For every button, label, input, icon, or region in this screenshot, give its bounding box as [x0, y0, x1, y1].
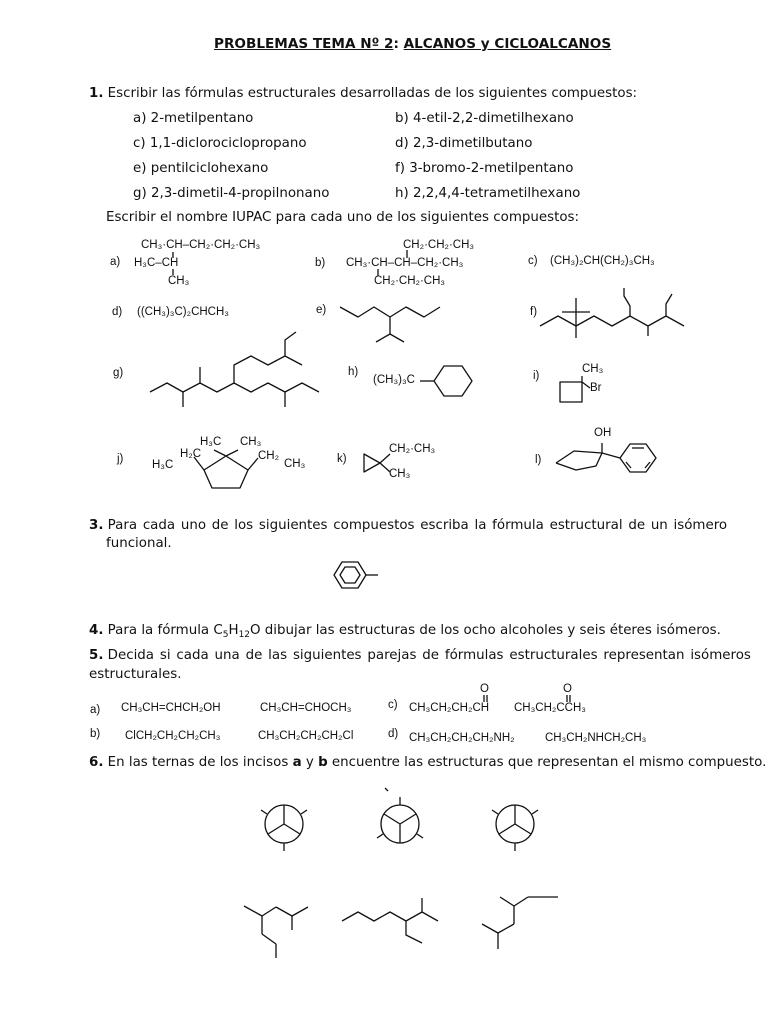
problem-1-statement	[89, 87, 637, 100]
pair-c-1: CH₃CH₂CH₂CH	[409, 702, 490, 714]
problem-1-item: a) 2-metilpentano	[133, 111, 254, 126]
problem-3-text-cont: funcional.	[106, 536, 172, 551]
pair-label-a: a)	[90, 704, 101, 716]
compound-e-skeletal	[340, 300, 480, 360]
compound-b-mid: CH₃·CH–CH–CH₂·CH₃	[346, 257, 464, 269]
problem-3-text: Para cada uno de los siguientes compuestos escriba la fórmula estructural de un isómero	[107, 518, 728, 533]
compound-label-e: e)	[316, 304, 327, 316]
title-part-1: PROBLEMAS TEMA Nº 2	[214, 36, 394, 52]
compound-label-l: l)	[535, 454, 542, 466]
problem-6-text: En las ternas de los incisos	[107, 755, 293, 770]
compound-label-f: f)	[530, 306, 538, 318]
problem-1-number: 1.	[89, 86, 104, 101]
compound-j-cyclopentane	[170, 440, 290, 500]
problem-1-item: g) 2,3-dimetil-4-propilnonano	[133, 186, 330, 201]
compound-h-cyclohexane	[420, 362, 500, 402]
problem-1-item: h) 2,2,4,4-tetrametilhexano	[395, 186, 581, 201]
compound-k-cyclopropane	[360, 448, 420, 488]
pair-c-2: CH₃CH₂CCH₃	[514, 702, 586, 714]
compound-a-top: CH₃·CH–CH₂·CH₂·CH₃	[141, 239, 261, 251]
compound-a-bonds	[168, 248, 178, 308]
problem-1-text: Escribir las fórmulas estructurales desarrolladas de los siguientes compuestos:	[107, 86, 638, 101]
carbonyl-bonds	[480, 694, 600, 706]
problem-6-text-mid: y	[301, 755, 319, 770]
compound-l-skeletal	[550, 438, 670, 498]
problem-3-statement	[89, 519, 727, 532]
title-separator: :	[393, 36, 404, 52]
problem-5-text-cont: estructurales.	[89, 667, 182, 682]
skeletal-structure-3	[478, 894, 568, 964]
compound-k-methyl: CH₃	[389, 468, 411, 480]
pair-d-2: CH₃CH₂NHCH₂CH₃	[545, 732, 647, 744]
compound-c-formula: (CH₃)₂CH(CH₂)₃CH₃	[550, 255, 655, 267]
compound-j-ch3-right: CH₃	[284, 458, 306, 470]
compound-i-ch3: CH₃	[582, 363, 604, 375]
compound-f-skeletal	[540, 288, 720, 358]
compound-b-top: CH₂·CH₂·CH₃	[403, 239, 475, 251]
pair-d-1: CH₃CH₂CH₂CH₂NH₂	[409, 732, 515, 744]
formula-subscript: 5	[222, 630, 229, 640]
pair-b-1: ClCH₂CH₂CH₂CH₃	[125, 730, 221, 742]
compound-j-h3c-top: H₃C	[200, 436, 222, 448]
compound-j-ch3-top: CH₃	[240, 436, 262, 448]
compound-label-i: i)	[533, 370, 540, 382]
newman-projection-3	[486, 795, 546, 855]
compound-a-bot: CH₃	[168, 275, 190, 287]
compound-j-h3c-left: H₃C	[152, 459, 174, 471]
skeletal-structure-2	[340, 895, 450, 955]
problem-6-statement	[89, 756, 766, 769]
problem-1-item: c) 1,1-diclorociclopropano	[133, 136, 307, 151]
compound-label-b: b)	[315, 257, 326, 269]
problem-4-text: Para la fórmula C	[107, 623, 223, 638]
compound-label-g: g)	[113, 367, 124, 379]
problem-1-item: b) 4-etil-2,2-dimetilhexano	[395, 111, 574, 126]
compound-d-formula: ((CH₃)₃C)₂CHCH₃	[137, 306, 229, 318]
compound-k-ethyl: CH₂·CH₃	[389, 443, 436, 455]
problem-4-statement	[89, 624, 721, 640]
compound-l-oh: OH	[594, 427, 612, 439]
problem-6-bold-a: a	[292, 755, 302, 770]
problem-5-number: 5.	[89, 648, 104, 663]
problem-6-number: 6.	[89, 755, 104, 770]
title-part-2: ALCANOS y CICLOALCANOS	[403, 36, 612, 52]
problem-6-bold-b: b	[318, 755, 328, 770]
compound-label-k: k)	[337, 453, 347, 465]
problem-4-number: 4.	[89, 623, 104, 638]
compound-i-cyclobutane	[556, 370, 596, 410]
newman-projection-1	[255, 795, 315, 855]
problem-3-number: 3.	[89, 518, 104, 533]
newman-projection-2	[371, 795, 431, 855]
toluene-structure	[330, 557, 390, 597]
compound-i-br: Br	[590, 382, 602, 394]
formula-h: H	[228, 623, 239, 638]
compound-label-j: j)	[117, 453, 124, 465]
compound-label-a: a)	[110, 256, 121, 268]
carbonyl-oxygen: O	[563, 683, 572, 695]
compound-b-bot: CH₂·CH₂·CH₃	[374, 275, 446, 287]
compound-g-skeletal	[150, 325, 350, 415]
compound-label-d: d)	[112, 306, 123, 318]
problem-1-item: d) 2,3-dimetilbutano	[395, 136, 533, 151]
pair-label-d: d)	[388, 728, 399, 740]
problem-2-statement: Escribir el nombre IUPAC para cada uno de los siguientes compuestos:	[106, 210, 579, 225]
compound-a-mid: H₃C–CH	[134, 257, 179, 269]
problem-5-statement	[89, 649, 751, 662]
page-title	[214, 38, 611, 52]
skeletal-structure-1	[242, 902, 322, 962]
compound-j-h2c: H₂C	[180, 448, 202, 460]
problem-1-item: e) pentilciclohexano	[133, 161, 269, 176]
pair-b-2: CH₃CH₂CH₂CH₂Cl	[258, 730, 354, 742]
pair-a-1: CH₃CH=CHCH₂OH	[121, 702, 221, 714]
compound-label-h: h)	[348, 366, 359, 378]
compound-b-bonds	[372, 248, 432, 308]
compound-j-ch2-right: CH₂	[258, 450, 280, 462]
problem-5-text: Decida si cada una de las siguientes parejas de fórmulas estructurales representan isómeros	[107, 648, 751, 663]
pair-label-b: b)	[90, 728, 101, 740]
problem-4-text-rest: O dibujar las estructuras de los ocho alcoholes y seis éteres isómeros.	[250, 623, 721, 638]
problem-6-text-rest: encuentre las estructuras que representan el mismo compuesto.	[327, 755, 767, 770]
formula-subscript: 12	[238, 630, 251, 640]
problem-1-item: f) 3-bromo-2-metilpentano	[395, 161, 574, 176]
compound-h-group: (CH₃)₃C	[373, 374, 415, 386]
pair-a-2: CH₃CH=CHOCH₃	[260, 702, 352, 714]
carbonyl-oxygen: O	[480, 683, 489, 695]
compound-label-c: c)	[528, 255, 538, 267]
pair-label-c: c)	[388, 699, 398, 711]
